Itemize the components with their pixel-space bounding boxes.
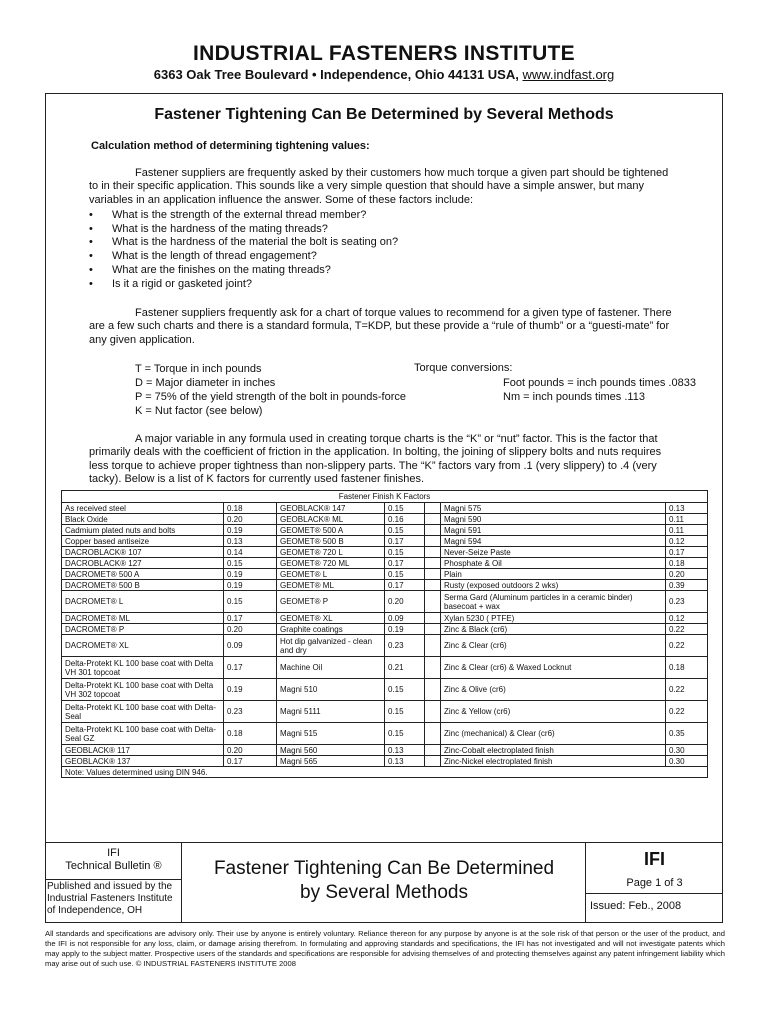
list-item: • What are the finishes on the mating threads?	[89, 263, 331, 276]
section-heading: Calculation method of determining tightening values:	[91, 140, 370, 152]
list-item: • What is the hardness of the mating threads?	[89, 222, 328, 235]
table-row	[62, 657, 708, 679]
institute-address	[0, 67, 768, 82]
finish-name: Copper based antiseize	[62, 536, 224, 547]
spacer	[425, 569, 441, 580]
table-row	[62, 514, 708, 525]
table-row	[62, 723, 708, 745]
k-value: 0.21	[385, 657, 425, 679]
k-value: 0.17	[224, 613, 277, 624]
finish-name: Magni 510	[277, 679, 385, 701]
finish-name: GEOMET® L	[277, 569, 385, 580]
k-value: 0.17	[666, 547, 708, 558]
k-value: 0.13	[385, 745, 425, 756]
spacer	[425, 635, 441, 657]
finish-name: Zinc & Black (cr6)	[441, 624, 666, 635]
document-title: Fastener Tightening Can Be Determined by Several Methods	[154, 106, 614, 123]
finish-name: Delta-Protekt KL 100 base coat with Delta-Seal	[62, 701, 224, 723]
k-value: 0.20	[385, 591, 425, 613]
k-value: 0.12	[666, 536, 708, 547]
conversion-nm: Nm = inch pounds times .113	[503, 391, 645, 403]
finish-name: Phosphate & Oil	[441, 558, 666, 569]
table-row	[62, 679, 708, 701]
intro-text: Fastener suppliers are frequently asked by their customers how much torque a given part should be tightened to in their specific application. This sounds like a very simple question that should have a simple answer, but many variables in an application influence the answer. Some of these factors include:	[89, 167, 669, 206]
k-value: 0.09	[385, 613, 425, 624]
k-value: 0.22	[666, 624, 708, 635]
finish-name: GEOMET® P	[277, 591, 385, 613]
finish-name: Magni 591	[441, 525, 666, 536]
k-value: 0.15	[224, 558, 277, 569]
table-row	[62, 756, 708, 767]
k-value: 0.19	[224, 569, 277, 580]
bulletin-meta	[585, 843, 723, 923]
k-factor-paragraph	[89, 433, 677, 487]
k-value: 0.39	[666, 580, 708, 591]
k-value: 0.17	[385, 580, 425, 591]
finish-name: Rusty (exposed outdoors 2 wks)	[441, 580, 666, 591]
finish-name: Zinc & Clear (cr6) & Waxed Locknut	[441, 657, 666, 679]
k-value: 0.17	[385, 536, 425, 547]
finish-name: Delta-Protekt KL 100 base coat with Delta-Seal GZ	[62, 723, 224, 745]
institute-title: INDUSTRIAL FASTENERS INSTITUTE	[193, 42, 575, 65]
list-item: • Is it a rigid or gasketed joint?	[89, 277, 253, 290]
table-row	[62, 525, 708, 536]
k-value: 0.23	[385, 635, 425, 657]
k-value: 0.23	[224, 701, 277, 723]
spacer	[425, 613, 441, 624]
finish-name: GEOMET® 500 B	[277, 536, 385, 547]
ifi-label: IFI	[107, 847, 120, 859]
k-value: 0.15	[385, 679, 425, 701]
table-note-row	[62, 767, 708, 778]
definition-d: D = Major diameter in inches	[135, 377, 276, 389]
k-value: 0.13	[385, 756, 425, 767]
k-value: 0.18	[666, 657, 708, 679]
list-item: • What is the strength of the external thread member?	[89, 209, 367, 221]
finish-name: Cadmium plated nuts and bolts	[62, 525, 224, 536]
table-row	[62, 591, 708, 613]
finish-name: GEOBLACK® 117	[62, 745, 224, 756]
website-link[interactable]: www.indfast.org	[522, 67, 615, 82]
ifi-logo: IFI	[644, 849, 665, 869]
finish-name: GEOMET® 500 A	[277, 525, 385, 536]
table-row	[62, 558, 708, 569]
k-value: 0.22	[666, 635, 708, 657]
k-value: 0.14	[224, 547, 277, 558]
k-value: 0.20	[224, 514, 277, 525]
k-value: 0.20	[666, 569, 708, 580]
finish-name: Zinc-Cobalt electroplated finish	[441, 745, 666, 756]
chart-text: Fastener suppliers frequently ask for a chart of torque values to recommend for a given type of fastener. There are a few such charts and there is a standard formula, T=KDP, but these provide a “rule of thumb” or a “guesti-mate” for any given application.	[89, 307, 672, 346]
definition-p: P = 75% of the yield strength of the bolt in pounds-force	[135, 391, 406, 403]
k-value: 0.23	[666, 591, 708, 613]
disclaimer: All standards and specifications are advisory only. Their use by anyone is entirely voluntary. Reliance thereon for any purpose by anyone is at the sole risk of that person or the user of the product, and the IFI is not responsible for any loss, claim, or damage arising therefrom. In formulating and approving standards and specifications, the IFI has not investigated and will not investigate patents which may apply to the subject matter. Prospective users of the standards and specifications are responsible for advising themselves of and protecting themselves against any patent infringement liability which may arise out of such use. © INDUSTRIAL FASTENERS INSTITUTE 2008	[45, 929, 725, 968]
finish-name: Magni 515	[277, 723, 385, 745]
page-number: Page 1 of 3	[626, 877, 683, 889]
spacer	[425, 624, 441, 635]
k-value: 0.15	[385, 525, 425, 536]
spacer	[425, 514, 441, 525]
k-value: 0.11	[666, 514, 708, 525]
spacer	[425, 547, 441, 558]
spacer	[425, 591, 441, 613]
finish-name: GEOMET® 720 L	[277, 547, 385, 558]
finish-name: GEOBLACK® ML	[277, 514, 385, 525]
k-value: 0.19	[224, 525, 277, 536]
k-value: 0.30	[666, 745, 708, 756]
k-value: 0.19	[385, 624, 425, 635]
k-value: 0.15	[385, 547, 425, 558]
bulletin-title	[183, 843, 585, 923]
list-item: • What is the hardness of the material the bolt is seating on?	[89, 236, 399, 249]
address-text: 6363 Oak Tree Boulevard • Independence, Ohio 44131 USA,	[153, 67, 523, 82]
torque-conversions	[503, 376, 696, 404]
k-value: 0.15	[385, 503, 425, 514]
finish-name: DACROMET® XL	[62, 635, 224, 657]
finish-name: GEOMET® ML	[277, 580, 385, 591]
table-note: Note: Values determined using DIN 946.	[62, 767, 708, 778]
definition-t: T = Torque in inch pounds	[135, 363, 262, 375]
k-value: 0.19	[224, 580, 277, 591]
table-row	[62, 569, 708, 580]
finish-name: Machine Oil	[277, 657, 385, 679]
spacer	[425, 657, 441, 679]
k-value: 0.13	[666, 503, 708, 514]
k-value: 0.18	[224, 503, 277, 514]
technical-bulletin: Technical Bulletin ®	[65, 860, 162, 872]
table-row	[62, 503, 708, 514]
k-value: 0.15	[224, 591, 277, 613]
k-value: 0.15	[385, 701, 425, 723]
finish-name: DACROMET® ML	[62, 613, 224, 624]
k-value: 0.20	[224, 624, 277, 635]
finish-name: Delta-Protekt KL 100 base coat with Delta VH 302 topcoat	[62, 679, 224, 701]
k-value: 0.19	[224, 679, 277, 701]
k-value: 0.12	[666, 613, 708, 624]
k-value: 0.22	[666, 701, 708, 723]
table-row	[62, 547, 708, 558]
table-caption: Fastener Finish K Factors	[62, 491, 708, 503]
finish-name: DACROBLACK® 107	[62, 547, 224, 558]
finish-name: Magni 565	[277, 756, 385, 767]
k-value: 0.16	[385, 514, 425, 525]
finish-name: Magni 575	[441, 503, 666, 514]
issued-date: Issued: Feb., 2008	[586, 893, 723, 923]
definition-k: K = Nut factor (see below)	[135, 405, 263, 417]
conversion-foot-pounds: Foot pounds = inch pounds times .0833	[503, 377, 696, 389]
k-value: 0.11	[666, 525, 708, 536]
k-factor-table	[61, 490, 708, 778]
spacer	[425, 679, 441, 701]
spacer	[425, 701, 441, 723]
table-row	[62, 701, 708, 723]
finish-name: Xylan 5230 ( PTFE)	[441, 613, 666, 624]
table-row	[62, 635, 708, 657]
finish-name: Zinc & Olive (cr6)	[441, 679, 666, 701]
finish-name: As received steel	[62, 503, 224, 514]
finish-name: DACROMET® 500 B	[62, 580, 224, 591]
list-item: • What is the length of thread engagement?	[89, 250, 317, 263]
finish-name: Zinc & Clear (cr6)	[441, 635, 666, 657]
spacer	[425, 503, 441, 514]
finish-name: Graphite coatings	[277, 624, 385, 635]
finish-name: DACROBLACK® 127	[62, 558, 224, 569]
k-value: 0.22	[666, 679, 708, 701]
finish-name: Magni 594	[441, 536, 666, 547]
table-row	[62, 624, 708, 635]
k-value: 0.17	[224, 756, 277, 767]
k-factor-text: A major variable in any formula used in creating torque charts is the “K” or “nut” factor. This is the factor that primarily deals with the coefficient of friction in the application. In bolting, the joining of slippery bolts and nuts requires less torque to achieve proper tightness than non-slippery parts. The “K” factors vary from .1 (very slippery) to .4 (very tacky). Below is a list of K factors for currently used fastener finishes.	[89, 433, 662, 486]
bulletin-title-line2: by Several Methods	[300, 882, 468, 903]
finish-name: DACROMET® 500 A	[62, 569, 224, 580]
finish-name: Serma Gard (Aluminum particles in a ceramic binder) basecoat + wax	[441, 591, 666, 613]
table-row	[62, 580, 708, 591]
finish-name: GEOMET® 720 ML	[277, 558, 385, 569]
k-value: 0.20	[224, 745, 277, 756]
table-row	[62, 613, 708, 624]
finish-name: Zinc (mechanical) & Clear (cr6)	[441, 723, 666, 745]
finish-name: GEOBLACK® 137	[62, 756, 224, 767]
finish-name: Zinc & Yellow (cr6)	[441, 701, 666, 723]
chart-paragraph	[89, 307, 677, 347]
finish-name: Delta-Protekt KL 100 base coat with Delta VH 301 topcoat	[62, 657, 224, 679]
finish-name: Zinc-Nickel electroplated finish	[441, 756, 666, 767]
spacer	[425, 580, 441, 591]
spacer	[425, 723, 441, 745]
finish-name: DACROMET® L	[62, 591, 224, 613]
finish-name: DACROMET® P	[62, 624, 224, 635]
spacer	[425, 745, 441, 756]
k-value: 0.17	[385, 558, 425, 569]
finish-name: Plain	[441, 569, 666, 580]
formula-definitions	[135, 362, 406, 418]
intro-paragraph	[89, 167, 677, 207]
k-value: 0.18	[224, 723, 277, 745]
finish-name: GEOBLACK® 147	[277, 503, 385, 514]
k-value: 0.09	[224, 635, 277, 657]
factor-list	[89, 209, 677, 291]
bulletin-title-line1: Fastener Tightening Can Be Determined	[213, 858, 555, 879]
finish-name: Magni 590	[441, 514, 666, 525]
finish-name: Hot dip galvanized - clean and dry	[277, 635, 385, 657]
k-value: 0.17	[224, 657, 277, 679]
spacer	[425, 525, 441, 536]
k-value: 0.35	[666, 723, 708, 745]
finish-name: Black Oxide	[62, 514, 224, 525]
k-value: 0.15	[385, 723, 425, 745]
spacer	[425, 536, 441, 547]
table-row	[62, 536, 708, 547]
finish-name: Magni 560	[277, 745, 385, 756]
k-value: 0.13	[224, 536, 277, 547]
table-row	[62, 745, 708, 756]
finish-name: GEOMET® XL	[277, 613, 385, 624]
spacer	[425, 558, 441, 569]
finish-name: Never-Seize Paste	[441, 547, 666, 558]
k-value: 0.30	[666, 756, 708, 767]
conversions-title: Torque conversions:	[414, 362, 513, 374]
k-value: 0.18	[666, 558, 708, 569]
k-value: 0.15	[385, 569, 425, 580]
spacer	[425, 756, 441, 767]
publisher-note: Published and issued by the Industrial Fasteners Institute of Independence, OH	[47, 881, 173, 916]
finish-name: Magni 5111	[277, 701, 385, 723]
